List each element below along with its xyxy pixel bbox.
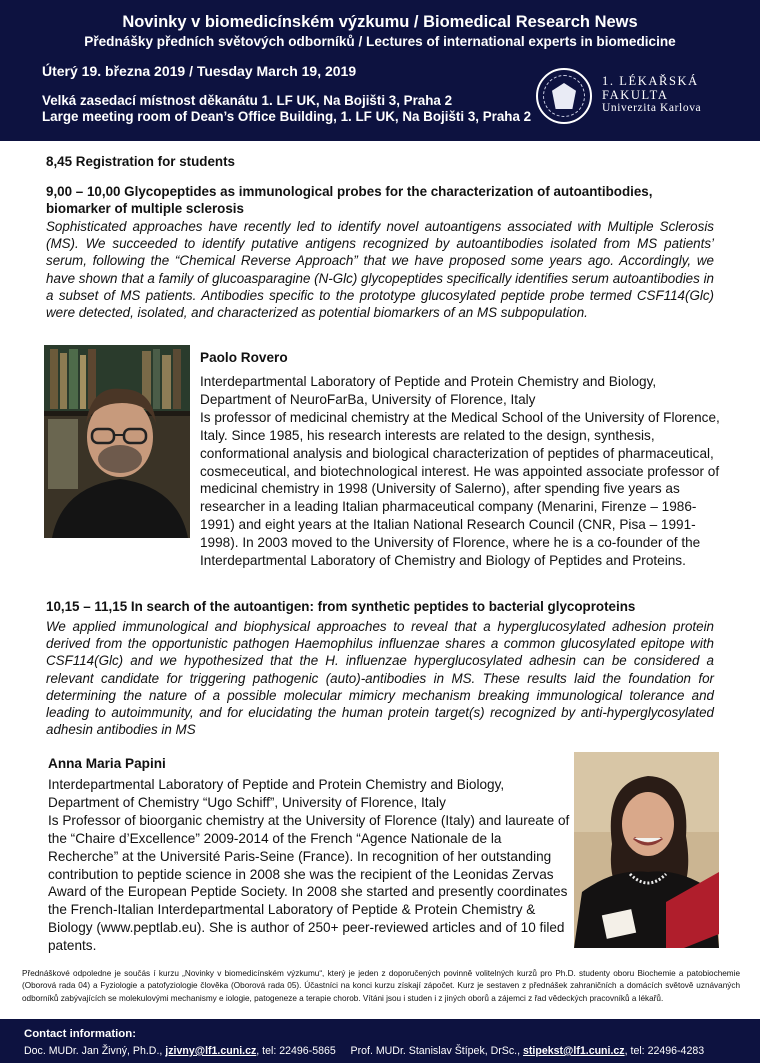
university-name: Univerzita Karlova	[602, 102, 702, 114]
contact2-name: Prof. MUDr. Stanislav Štípek, DrSc.,	[350, 1045, 521, 1057]
talk1-abstract: Sophisticated approaches have recently led to identify novel autoantigens associated with Multiple Sclerosis (MS). We succeeded to identify putative antigens recognized by autoantibodies isolated from MS patients’ serum, following the “Chemical Reverse Approach” that we have proposed some years ago. Accordingly, we have shown that a family of glucoasparagine (N-Glc) glycopeptides specifically identifies serum autoantibodies in a subset of MS patients. Antibodies specific to the prototype glucosylated peptide probe termed CSF114(Glc) were detected, isolated, and characterized as potential biomarkers of an MS subpopulation.	[46, 219, 714, 321]
talk1-title: 9,00 – 10,00 Glycopeptides as immunological probes for the characterization of autoantibodies, biomarker of multiple sclerosis	[46, 184, 653, 216]
speaker1-bio: Is professor of medicinal chemistry at the Medical School of the University of Florence, Italy. Since 1985, his research interests are related to the design, synthesis, conformational analysis and biological characterization of peptides of pharmaceutical, cosmeceutical, and biotechnological interest. He was appointed associate professor of medicinal chemistry in 1998 (University of Salerno), after spending five years as researcher in a leading Italian pharmaceutical company (Menarini, Firenze – 1986-1991) and eight years at the Italian National Research Council (CNR, Pisa – 1991-1998). In 2003 moved to the University of Florence, where he is a co-founder of the Interdepartmental Laboratory of Chemistry and Biology of Peptides and Proteins.	[200, 409, 720, 569]
contact-label: Contact information:	[24, 1028, 136, 1040]
speaker2-name: Anna Maria Papini	[48, 756, 166, 771]
series-subtitle: Přednášky předních světových odborníků / Lectures of international experts in biomedicine	[84, 34, 676, 49]
registration-line: 8,45 Registration for students	[46, 154, 235, 169]
series-title: Novinky v biomedicínském výzkumu / Biomedical Research News	[122, 13, 638, 31]
speaker1-bio-block	[200, 373, 722, 570]
talk2-title: 10,15 – 11,15 In search of the autoantigen: from synthetic peptides to bacterial glycoproteins	[46, 599, 636, 614]
speaker1-affiliation-line2: Department of NeuroFarBa, University of Florence, Italy	[200, 391, 536, 407]
event-date: Úterý 19. března 2019 / Tuesday March 19, 2019	[42, 63, 357, 79]
contact-bar	[0, 1019, 760, 1063]
course-footnote: Přednáškové odpoledne je součás í kurzu „Novinky v biomedicínském výzkumu“, který je jeden z doporučených povinně volitelných kurzů pro Ph.D. studenty oboru Biochemie a patobiochemie (Oborová rada 04) a Fyziologie a patofyziologie člověka (Oborová rada 05). Účastníci na konci kurzu získají zápočet. Kurz je sestaven z přednášek zahraničních a domácích světově uznávaných odborníků zabývajících se molekulovými mechanismy e iologie, patogeneze a terapie chorob. Vítáni jsou i studen i z jiných oborů a zájemci z řad vědeckých pracovníků a lékařů.	[22, 969, 740, 1003]
speaker1-name: Paolo Rovero	[200, 350, 288, 365]
speaker1-affiliation-line1: Interdepartmental Laboratory of Peptide and Protein Chemistry and Biology,	[200, 374, 657, 389]
speaker2-affiliation-line1: Interdepartmental Laboratory of Peptide and Protein Chemistry and Biology,	[48, 777, 505, 792]
venue-czech: Velká zasedací místnost děkanátu 1. LF UK, Na Bojišti 3, Praha 2	[42, 93, 453, 108]
university-seal-icon	[536, 68, 592, 124]
faculty-name-line2: FAKULTA	[602, 88, 669, 102]
header-banner	[0, 0, 760, 141]
talk2-abstract: We applied immunological and biophysical approaches to reveal that a hyperglucosylated adhesion protein derived from the opportunistic pathogen Haemophilus influenzae shares a common glucosylated epitope with CSF114(Glc) and we hypothesized that the H. influenzae hyperglucosylated adhesin can be considered a relevant candidate for triggering pathogenic (auto)-antibodies in MS. These results laid the foundation for determining the nature of a possible molecular mimicry mechanism breaking immunological tolerance and leading to autoimmunity, and for elucidating the human protein target(s) recognized by anti-hyperglycosylated adhesin antibodies in MS	[46, 619, 714, 738]
speaker1-portrait-graphic	[44, 345, 190, 538]
speaker2-portrait-graphic	[574, 752, 719, 948]
venue-english: Large meeting room of Dean’s Office Building, 1. LF UK, Na Bojišti 3, Praha 2	[42, 109, 532, 124]
speaker1-photo	[44, 345, 190, 538]
contact2-email-link[interactable]: stipekst@lf1.cuni.cz	[523, 1045, 625, 1057]
contact1-name: Doc. MUDr. Jan Živný, Ph.D.,	[24, 1045, 163, 1057]
speaker2-photo	[574, 752, 719, 948]
contact2-phone: , tel: 22496-4283	[624, 1045, 705, 1057]
speaker2-affiliation-line2: Department of Chemistry “Ugo Schiff”, University of Florence, Italy	[48, 794, 446, 810]
contact1-phone: , tel: 22496-5865	[256, 1045, 336, 1057]
speaker2-bio: Is Professor of bioorganic chemistry at the University of Florence (Italy) and laureate of the “Chaire d’Excellence” 2009-2014 of the French “Agence Nationale de la Recherche” at the Université Paris-Seine (France). In recognition of her outstanding contribution to peptide science in 2008 she was the recipient of the Leonidas Zervas Award of the European Peptide Society. In 2008 she started and presently coordinates the French-Italian Interdepartmental Laboratory of Peptide & Protein Chemistry & Biology (www.peptlab.eu). She is author of 250+ peer-reviewed articles and of 10 filed patents.	[48, 812, 570, 954]
faculty-name-line1: 1. LÉKAŘSKÁ	[602, 74, 699, 88]
speaker2-bio-block	[48, 776, 570, 955]
contact1-email-link[interactable]: jzivny@lf1.cuni.cz	[165, 1045, 257, 1057]
contact-details	[24, 1045, 704, 1057]
